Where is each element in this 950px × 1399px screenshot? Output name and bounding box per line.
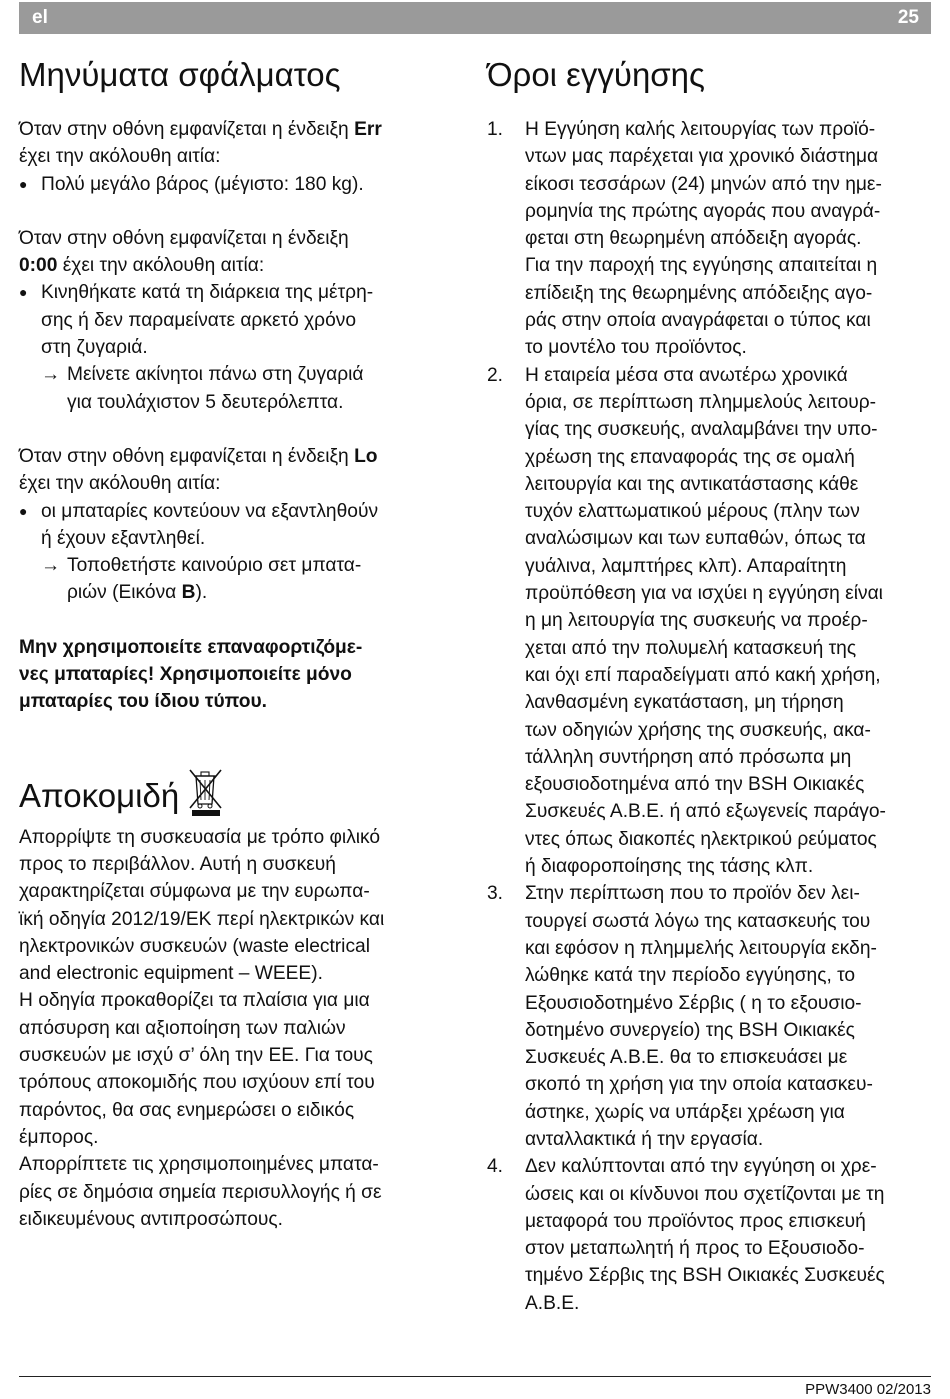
right-column xyxy=(487,55,932,1317)
disposal-text: Απορρίψτε τη συσκευασία με τρόπο φιλικό προς το περιβάλλον. Αυτή η συσκευή χαρακτηρίζεται σύμφωνα με την ευρωπα- ϊκή οδηγία 2012/19/ΕΚ περί ηλεκτρικών και ηλεκτρονικών συσκευών (waste electrical and electronic equipment – WEEE). Η οδηγία προκαθορίζει τα πλαίσια για μια απόσυρση και αξιοποίηση των παλιών συσκευών με ισχύ σ’ όλη την ΕΕ. Για τους τρόπους αποκομιδής που ισχύουν επί του παρόντος, θα σας ενημερώσει ο ειδικός έμπορος. Απορρίπτετε τις χρησιμοποιημένες μπατα- ρίες σε δημόσια σημεία περισυλλογής ή σε ειδικευμένους αντιπροσώπους. xyxy=(19,826,385,1230)
arrow-right-icon: → xyxy=(41,555,61,577)
err-intro-cause: έχει την ακόλουθη αιτία: xyxy=(19,146,221,168)
zero-action: → Μείνετε ακίνητοι πάνω στη ζυγαριά για τουλάχιστον 5 δευτερόλεπτα. xyxy=(19,361,469,416)
footer-model-date: PPW3400 02/2013 xyxy=(805,1381,931,1398)
zero-code: 0:00 xyxy=(19,255,58,277)
language-code: el xyxy=(32,7,48,28)
errors-title: Μηνύματα σφάλματος xyxy=(19,56,341,93)
left-column xyxy=(19,55,469,1233)
footer-rule xyxy=(19,1376,931,1377)
warranty-term xyxy=(487,1153,932,1317)
warranty-terms-list xyxy=(487,116,932,1317)
warranty-term xyxy=(487,880,932,1153)
lo-code: Lo xyxy=(354,445,378,467)
lo-action: → Τοποθετήστε καινούριο σετ μπατα- ριών (Εικόνα B). xyxy=(19,552,469,607)
err-intro: Όταν στην οθόνη εμφανίζεται η ένδειξη Err xyxy=(19,119,382,140)
bullet-icon: ● xyxy=(19,284,28,301)
warranty-title: Όροι εγγύησης xyxy=(487,56,705,93)
term-text: Στην περίπτωση που το προϊόν δεν λει- τουργεί σωστά λόγω της κατασκευής του και εφόσον η πλημμελής λειτουργία εκδη- λώθηκε κατά την περίοδο εγγύησης, το Εξουσιοδοτημένο Σέρβις ( η το εξουσιο- δοτημένο συνεργείο) της BSH Οικιακές Συσκευές Α.Β.Ε. θα το επισκευάσει με σκοπό τη χρήση για την οποία κατασκευ- άστηκε, χωρίς να υπάρξει χρέωση για ανταλλακτικά ή την εργασία. xyxy=(525,883,877,1150)
page-number: 25 xyxy=(897,7,919,28)
term-text: Δεν καλύπτονται από την εγγύηση οι χρε- ώσεις και οι κίνδυνοι που σχετίζονται με τη μεταφορά του προϊόντος προς επισκευή στον μεταπωλητή ή προς το Εξουσιοδο- τημένο Σέρβις της BSH Οικιακές Συσκευές Α.Β.Ε. xyxy=(525,1156,885,1314)
lo-bullet: ● οι μπαταρίες κοντεύουν να εξαντληθούν ή έχουν εξαντληθεί. xyxy=(19,498,469,553)
disposal-title: Αποκομιδή xyxy=(19,776,180,814)
arrow-right-icon: → xyxy=(41,364,61,386)
term-number: 4. xyxy=(487,1156,504,1178)
weee-crossed-bin-icon xyxy=(185,766,225,816)
err-code: Err xyxy=(354,119,382,140)
zero-intro-cause: 0:00 έχει την ακόλουθη αιτία: xyxy=(19,255,265,277)
zero-intro: Όταν στην οθόνη εμφανίζεται η ένδειξη xyxy=(19,227,349,249)
zero-bullet: ● Κινηθήκατε κατά τη διάρκεια της μέτρη- σης ή δεν παραμείνατε αρκετό χρόνο στη ζυγαριά. xyxy=(19,279,469,361)
term-number: 2. xyxy=(487,364,504,386)
warranty-term xyxy=(487,362,932,881)
bullet-icon: ● xyxy=(19,502,28,519)
lo-intro: Όταν στην οθόνη εμφανίζεται η ένδειξη Lo xyxy=(19,445,378,467)
header-bar xyxy=(19,2,931,34)
battery-warning: Μην χρησιμοποιείτε επαναφορτιζόμε- νες μπαταρίες! Χρησιμοποιείτε μόνο μπαταρίες του ίδιου τύπου. xyxy=(19,636,363,713)
warranty-term xyxy=(487,116,932,362)
term-text: Η εταιρεία μέσα στα ανωτέρω χρονικά όρια, σε περίπτωση πλημμελούς λειτουρ- γίας της συσκευής, αναλαμβάνει την υπο- χρέωση της επαναφοράς της σε ομαλή λειτουργία και της αντικατάστασης κάθε τυχόν ελαττωματικού μέρους (πλην των αναλώσιμων και των ευπαθών, όπως τα γυάλινα, λαμπτήρες κλπ). Απαραίτητη προϋπόθεση για να ισχύει η εγγύηση είναι η μη λειτουργία της συσκευής να προέρ- χεται από την πολυμελή κατασκευή της και όχι επί παραδείγματι από κακή χρήση, λανθασμένη εγκατάσταση, μη τήρηση των οδηγιών χρήσης της συσκευής, ακα- τάλληλη συντήρηση από πρόσωπα μη εξουσιοδοτημένα από την BSH Οικιακές Συσκευές Α.Β.Ε. ή από εξωγενείς παράγο- ντες όπως διακοπές ηλεκτρικού ρεύματος ή διαφοροποίησης της τάσης κλπ. xyxy=(525,364,886,878)
term-number: 3. xyxy=(487,883,504,905)
term-text: Η Εγγύηση καλής λειτουργίας των προϊό- ντων μας παρέχεται για χρονικό διάστημα είκοσι τεσσάρων (24) μηνών από την ημε- ρομηνία της πρώτης αγοράς που αναγρά- φεται στη θεωρημένη απόδειξη αγοράς. Για την παροχή της εγγύησης απαιτείται η επίδειξη της θεωρημένης απόδειξης αγο- ράς στην οποία αναγράφεται ο τύπος και το μοντέλο του προϊόντος. xyxy=(525,119,882,359)
term-number: 1. xyxy=(487,119,504,140)
err-bullet: ● Πολύ μεγάλο βάρος (μέγιστο: 180 kg). xyxy=(19,171,469,198)
disposal-heading xyxy=(19,766,469,816)
bullet-icon: ● xyxy=(19,175,28,192)
lo-intro-cause: έχει την ακόλουθη αιτία: xyxy=(19,473,221,495)
